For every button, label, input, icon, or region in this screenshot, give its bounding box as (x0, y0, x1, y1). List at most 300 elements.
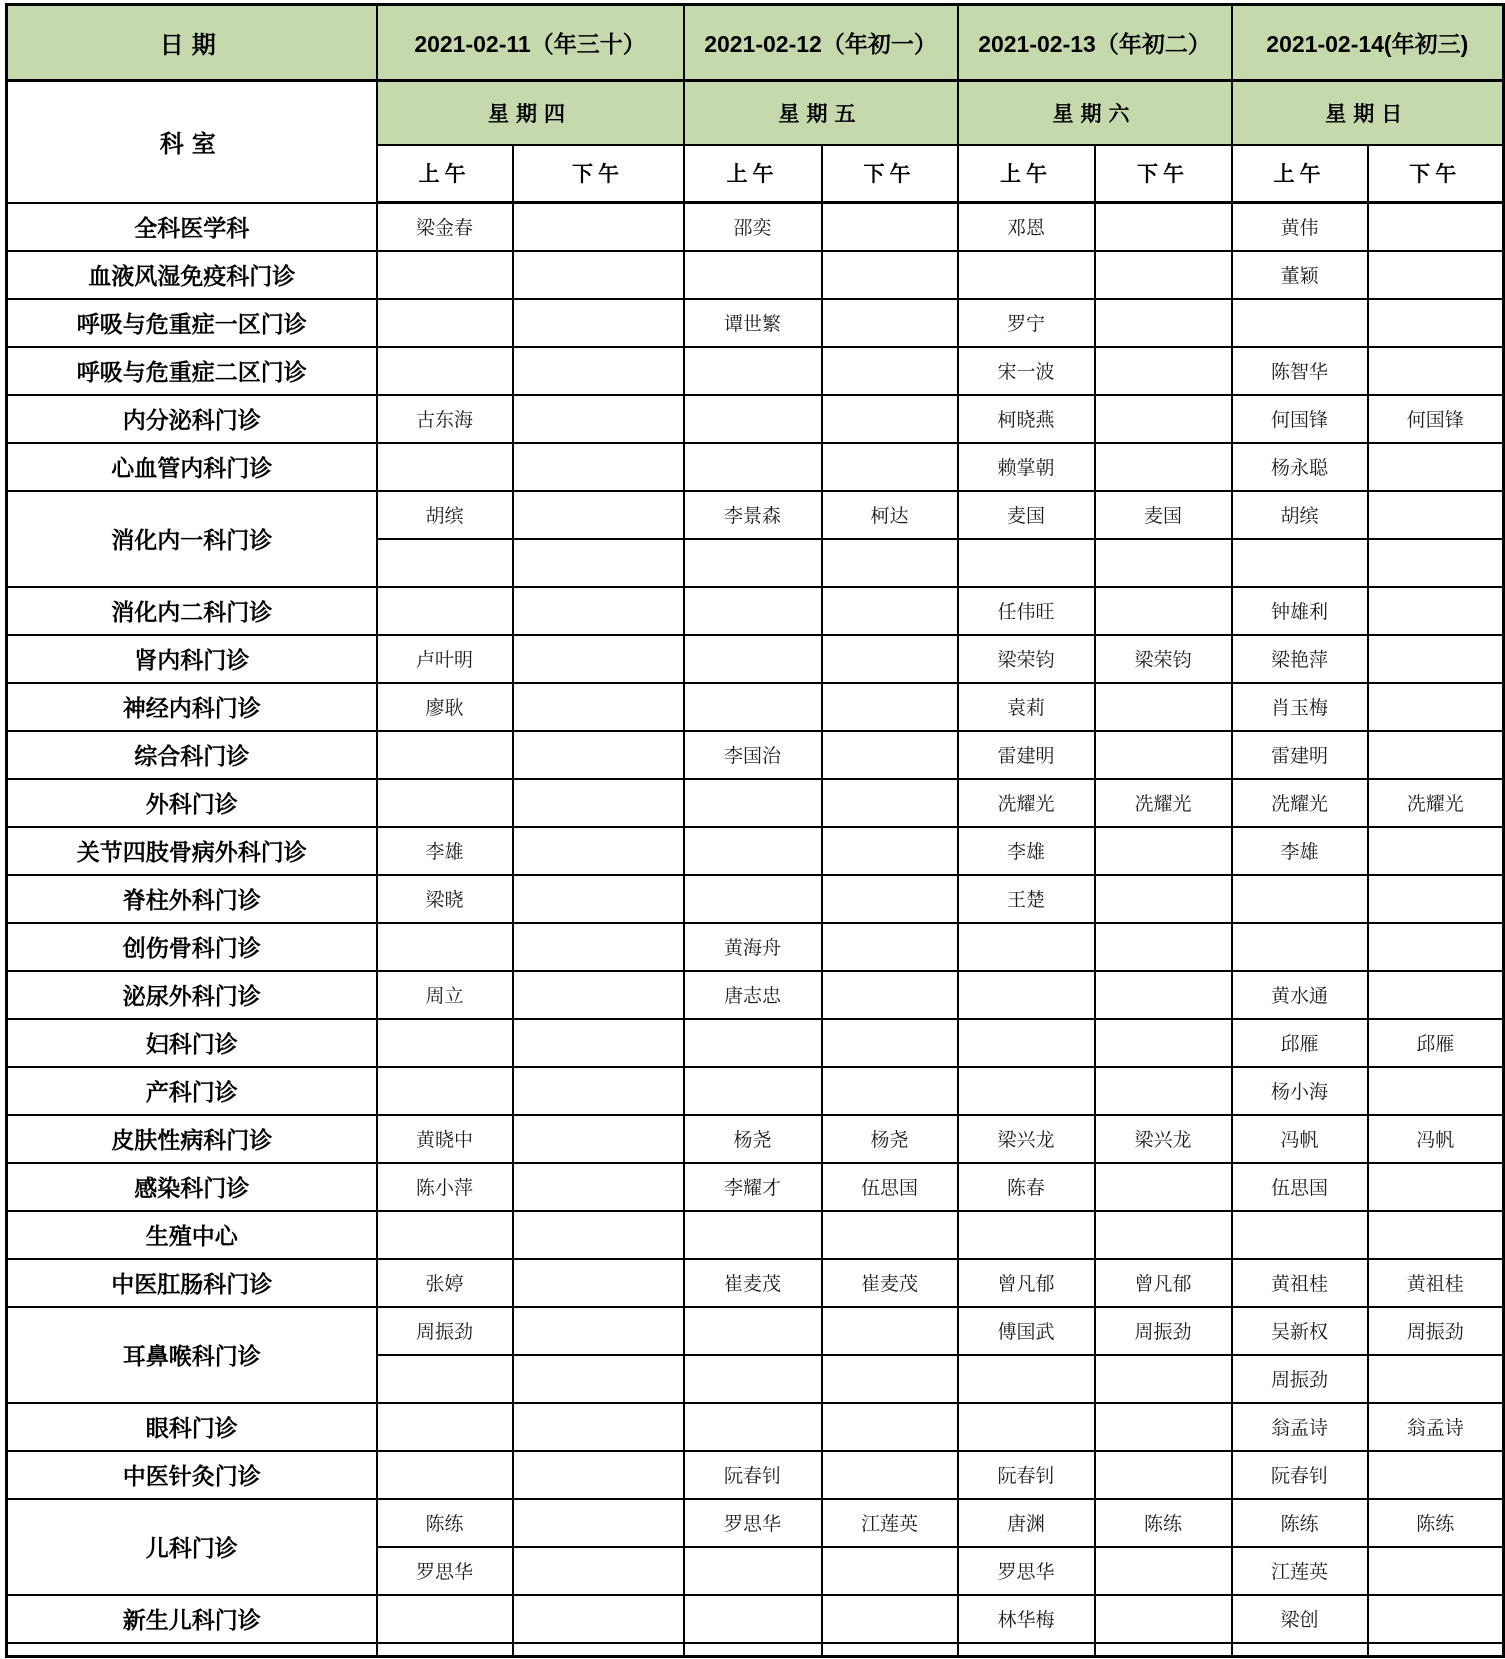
table-row (7, 251, 1504, 299)
table-row (7, 1259, 1504, 1307)
department-cell: 皮肤性病科门诊 (7, 1115, 377, 1163)
schedule-cell (684, 1019, 822, 1067)
schedule-cell (822, 635, 958, 683)
schedule-cell (377, 539, 513, 587)
schedule-cell (377, 443, 513, 491)
table-row (7, 971, 1504, 1019)
department-cell: 中医针灸门诊 (7, 1451, 377, 1499)
schedule-cell: 邵奕 (684, 203, 822, 251)
schedule-cell (1232, 539, 1368, 587)
date-header-day2: 2021-02-12（年初一） (684, 5, 958, 81)
schedule-cell (513, 1019, 684, 1067)
department-cell: 脊柱外科门诊 (7, 875, 377, 923)
schedule-cell (1368, 443, 1504, 491)
schedule-cell (513, 683, 684, 731)
schedule-cell: 梁兴龙 (1095, 1115, 1232, 1163)
date-header-day1: 2021-02-11（年三十） (377, 5, 684, 81)
schedule-cell (684, 1307, 822, 1355)
schedule-cell: 罗宁 (958, 299, 1095, 347)
schedule-cell (822, 1355, 958, 1403)
schedule-cell: 冯帆 (1232, 1115, 1368, 1163)
schedule-cell (1095, 347, 1232, 395)
schedule-cell (822, 1595, 958, 1643)
schedule-cell: 阮春钊 (1232, 1451, 1368, 1499)
schedule-cell: 柯达 (822, 491, 958, 539)
table-row (7, 443, 1504, 491)
date-header-day4: 2021-02-14(年初三) (1232, 5, 1504, 81)
schedule-cell (684, 683, 822, 731)
schedule-cell: 林华梅 (958, 1595, 1095, 1643)
department-cell: 生殖中心 (7, 1211, 377, 1259)
schedule-cell: 梁艳萍 (1232, 635, 1368, 683)
schedule-cell (958, 1355, 1095, 1403)
schedule-cell (513, 875, 684, 923)
schedule-cell: 翁孟诗 (1368, 1403, 1504, 1451)
table-row (7, 203, 1504, 251)
table-row (7, 875, 1504, 923)
department-cell: 外科门诊 (7, 779, 377, 827)
schedule-cell (513, 1451, 684, 1499)
schedule-cell: 宋一波 (958, 347, 1095, 395)
schedule-cell (958, 539, 1095, 587)
schedule-cell (1368, 731, 1504, 779)
schedule-cell (1368, 635, 1504, 683)
schedule-cell: 崔麦茂 (822, 1259, 958, 1307)
schedule-cell (513, 731, 684, 779)
department-cell: 消化内二科门诊 (7, 587, 377, 635)
schedule-cell (822, 347, 958, 395)
schedule-cell: 冼耀光 (1232, 779, 1368, 827)
table-row (7, 299, 1504, 347)
schedule-cell (513, 539, 684, 587)
schedule-cell: 李雄 (1232, 827, 1368, 875)
schedule-cell: 冼耀光 (1095, 779, 1232, 827)
schedule-cell: 曾凡郁 (1095, 1259, 1232, 1307)
schedule-cell: 陈小萍 (377, 1163, 513, 1211)
department-cell: 综合科门诊 (7, 731, 377, 779)
schedule-cell (822, 299, 958, 347)
schedule-cell (1232, 1211, 1368, 1259)
schedule-cell: 陈练 (1368, 1499, 1504, 1547)
schedule-cell: 罗思华 (684, 1499, 822, 1547)
schedule-cell (513, 1115, 684, 1163)
schedule-cell (1368, 1067, 1504, 1115)
schedule-cell: 邓恩 (958, 203, 1095, 251)
schedule-cell: 唐志忠 (684, 971, 822, 1019)
schedule-cell (822, 251, 958, 299)
schedule-cell (684, 1355, 822, 1403)
schedule-cell (1095, 1403, 1232, 1451)
schedule-cell: 廖耿 (377, 683, 513, 731)
department-cell: 泌尿外科门诊 (7, 971, 377, 1019)
weekday-header-row (7, 81, 1504, 145)
schedule-cell: 胡缤 (377, 491, 513, 539)
weekday-header-day3: 星期六 (958, 81, 1232, 145)
schedule-cell: 麦国 (1095, 491, 1232, 539)
table-row (7, 731, 1504, 779)
schedule-cell (1368, 347, 1504, 395)
schedule-cell (684, 827, 822, 875)
schedule-cell: 伍思国 (822, 1163, 958, 1211)
schedule-cell (377, 1451, 513, 1499)
schedule-cell: 邱雁 (1232, 1019, 1368, 1067)
schedule-cell: 梁荣钧 (1095, 635, 1232, 683)
schedule-cell: 吴新权 (1232, 1307, 1368, 1355)
table-row (7, 347, 1504, 395)
schedule-body (7, 203, 1504, 1657)
schedule-cell (958, 923, 1095, 971)
schedule-cell (1095, 683, 1232, 731)
schedule-cell (958, 251, 1095, 299)
schedule-cell (1232, 923, 1368, 971)
schedule-cell (822, 1643, 958, 1657)
schedule-cell: 陈练 (1232, 1499, 1368, 1547)
schedule-cell: 邱雁 (1368, 1019, 1504, 1067)
schedule-cell (1368, 875, 1504, 923)
schedule-cell (513, 1307, 684, 1355)
schedule-cell: 黄海舟 (684, 923, 822, 971)
schedule-cell (822, 731, 958, 779)
schedule-cell: 周振劲 (377, 1307, 513, 1355)
schedule-cell (377, 923, 513, 971)
schedule-cell: 何国锋 (1368, 395, 1504, 443)
table-row (7, 683, 1504, 731)
schedule-cell: 冯帆 (1368, 1115, 1504, 1163)
schedule-cell (513, 1595, 684, 1643)
schedule-cell: 傅国武 (958, 1307, 1095, 1355)
schedule-cell: 江莲英 (822, 1499, 958, 1547)
table-row (7, 1499, 1504, 1547)
schedule-cell (822, 1547, 958, 1595)
schedule-cell: 阮春钊 (958, 1451, 1095, 1499)
schedule-cell (684, 347, 822, 395)
schedule-cell (513, 443, 684, 491)
schedule-cell: 曾凡郁 (958, 1259, 1095, 1307)
schedule-cell (684, 1595, 822, 1643)
schedule-cell: 崔麦茂 (684, 1259, 822, 1307)
table-row (7, 1019, 1504, 1067)
schedule-cell (1368, 827, 1504, 875)
table-row (7, 1115, 1504, 1163)
schedule-cell: 柯晓燕 (958, 395, 1095, 443)
department-cell: 心血管内科门诊 (7, 443, 377, 491)
schedule-cell (1095, 395, 1232, 443)
department-cell: 肾内科门诊 (7, 635, 377, 683)
date-header-row (7, 5, 1504, 81)
schedule-cell (1095, 1547, 1232, 1595)
schedule-cell: 肖玉梅 (1232, 683, 1368, 731)
schedule-cell (1095, 875, 1232, 923)
schedule-cell (513, 635, 684, 683)
schedule-cell: 任伟旺 (958, 587, 1095, 635)
schedule-cell (513, 1355, 684, 1403)
schedule-cell (1368, 539, 1504, 587)
corner-date-label: 日期 (7, 5, 377, 81)
department-cell: 创伤骨科门诊 (7, 923, 377, 971)
schedule-cell (7, 1643, 377, 1657)
schedule-cell (1095, 443, 1232, 491)
schedule-cell (1095, 1355, 1232, 1403)
schedule-cell: 周立 (377, 971, 513, 1019)
schedule-cell (377, 1595, 513, 1643)
schedule-cell (684, 1643, 822, 1657)
schedule-cell: 阮春钊 (684, 1451, 822, 1499)
department-cell: 产科门诊 (7, 1067, 377, 1115)
schedule-cell: 董颖 (1232, 251, 1368, 299)
schedule-cell (958, 1211, 1095, 1259)
department-cell: 消化内一科门诊 (7, 491, 377, 587)
schedule-cell: 陈练 (1095, 1499, 1232, 1547)
table-row (7, 1307, 1504, 1355)
schedule-cell (513, 395, 684, 443)
schedule-cell: 谭世繁 (684, 299, 822, 347)
schedule-cell (822, 1403, 958, 1451)
schedule-cell (1368, 251, 1504, 299)
schedule-cell (513, 1163, 684, 1211)
table-row (7, 923, 1504, 971)
schedule-cell (513, 587, 684, 635)
schedule-cell (684, 875, 822, 923)
schedule-cell (958, 971, 1095, 1019)
schedule-table-container (5, 3, 1505, 1658)
schedule-cell (377, 1355, 513, 1403)
schedule-cell: 杨尧 (684, 1115, 822, 1163)
schedule-cell (822, 587, 958, 635)
schedule-cell: 张婷 (377, 1259, 513, 1307)
schedule-cell (1232, 1643, 1368, 1657)
pm-label-day1: 下午 (513, 145, 684, 203)
schedule-cell (513, 203, 684, 251)
schedule-cell (1095, 1595, 1232, 1643)
schedule-cell (1232, 299, 1368, 347)
schedule-cell (684, 1067, 822, 1115)
schedule-cell (1095, 587, 1232, 635)
weekday-header-day4: 星期日 (1232, 81, 1504, 145)
schedule-cell: 李耀才 (684, 1163, 822, 1211)
schedule-cell: 袁莉 (958, 683, 1095, 731)
schedule-cell (377, 1643, 513, 1657)
schedule-cell (822, 875, 958, 923)
schedule-cell: 杨永聪 (1232, 443, 1368, 491)
schedule-cell (822, 683, 958, 731)
schedule-cell (684, 395, 822, 443)
schedule-cell (377, 299, 513, 347)
corner-dept-label: 科室 (7, 81, 377, 203)
department-cell: 全科医学科 (7, 203, 377, 251)
table-row (7, 1403, 1504, 1451)
schedule-cell (1368, 1643, 1504, 1657)
schedule-cell (377, 779, 513, 827)
schedule-cell: 胡缤 (1232, 491, 1368, 539)
schedule-cell (1368, 683, 1504, 731)
schedule-cell: 黄祖桂 (1368, 1259, 1504, 1307)
schedule-cell: 梁创 (1232, 1595, 1368, 1643)
schedule-cell (1368, 299, 1504, 347)
schedule-cell (1095, 203, 1232, 251)
schedule-cell (377, 251, 513, 299)
schedule-cell (513, 299, 684, 347)
table-row (7, 1595, 1504, 1643)
schedule-cell (513, 827, 684, 875)
weekday-header-day2: 星期五 (684, 81, 958, 145)
schedule-cell (822, 827, 958, 875)
schedule-cell (822, 1067, 958, 1115)
schedule-cell: 周振劲 (1232, 1355, 1368, 1403)
schedule-cell: 李景森 (684, 491, 822, 539)
schedule-cell: 陈春 (958, 1163, 1095, 1211)
schedule-cell (377, 347, 513, 395)
schedule-cell (513, 971, 684, 1019)
schedule-cell (1095, 1451, 1232, 1499)
schedule-table (5, 3, 1505, 1658)
table-row (7, 1211, 1504, 1259)
schedule-cell (684, 251, 822, 299)
table-row (7, 1163, 1504, 1211)
schedule-cell (513, 1499, 684, 1547)
schedule-cell: 赖掌朝 (958, 443, 1095, 491)
schedule-cell (684, 779, 822, 827)
schedule-cell: 黄祖桂 (1232, 1259, 1368, 1307)
schedule-cell (513, 251, 684, 299)
schedule-cell: 黄伟 (1232, 203, 1368, 251)
department-cell: 呼吸与危重症一区门诊 (7, 299, 377, 347)
schedule-cell (822, 779, 958, 827)
schedule-cell: 王楚 (958, 875, 1095, 923)
schedule-cell: 麦国 (958, 491, 1095, 539)
schedule-cell (1095, 1211, 1232, 1259)
department-cell: 新生儿科门诊 (7, 1595, 377, 1643)
schedule-cell: 周振劲 (1368, 1307, 1504, 1355)
table-row (7, 827, 1504, 875)
table-row (7, 635, 1504, 683)
am-label-day1: 上午 (377, 145, 513, 203)
schedule-cell (513, 1547, 684, 1595)
schedule-cell (513, 1067, 684, 1115)
schedule-cell (513, 347, 684, 395)
schedule-cell (822, 1211, 958, 1259)
schedule-cell (377, 1019, 513, 1067)
schedule-cell: 雷建明 (958, 731, 1095, 779)
department-cell: 眼科门诊 (7, 1403, 377, 1451)
schedule-cell (1095, 1019, 1232, 1067)
schedule-cell (1368, 1547, 1504, 1595)
schedule-cell (822, 203, 958, 251)
department-cell: 呼吸与危重症二区门诊 (7, 347, 377, 395)
am-label-day2: 上午 (684, 145, 822, 203)
schedule-cell: 梁晓 (377, 875, 513, 923)
schedule-cell (822, 971, 958, 1019)
schedule-cell (377, 1067, 513, 1115)
schedule-cell (1368, 203, 1504, 251)
table-row (7, 587, 1504, 635)
schedule-cell (1368, 1595, 1504, 1643)
pm-label-day4: 下午 (1368, 145, 1504, 203)
table-row (7, 395, 1504, 443)
schedule-cell (1368, 971, 1504, 1019)
department-cell: 中医肛肠科门诊 (7, 1259, 377, 1307)
schedule-cell: 陈练 (377, 1499, 513, 1547)
schedule-cell (684, 1211, 822, 1259)
schedule-cell (958, 1403, 1095, 1451)
table-row (7, 1067, 1504, 1115)
schedule-cell (1368, 923, 1504, 971)
schedule-cell (684, 539, 822, 587)
schedule-cell: 罗思华 (958, 1547, 1095, 1595)
am-label-day3: 上午 (958, 145, 1095, 203)
schedule-cell (377, 1211, 513, 1259)
schedule-cell (377, 587, 513, 635)
schedule-cell (1095, 251, 1232, 299)
schedule-cell (1095, 1643, 1232, 1657)
schedule-cell (513, 1211, 684, 1259)
schedule-cell (1232, 875, 1368, 923)
schedule-cell (822, 1019, 958, 1067)
schedule-cell: 翁孟诗 (1232, 1403, 1368, 1451)
pm-label-day3: 下午 (1095, 145, 1232, 203)
schedule-cell: 冼耀光 (958, 779, 1095, 827)
schedule-cell: 罗思华 (377, 1547, 513, 1595)
weekday-header-day1: 星期四 (377, 81, 684, 145)
schedule-cell (1368, 587, 1504, 635)
schedule-cell (1368, 491, 1504, 539)
department-cell: 血液风湿免疫科门诊 (7, 251, 377, 299)
department-cell: 感染科门诊 (7, 1163, 377, 1211)
schedule-cell (1095, 1163, 1232, 1211)
schedule-cell (1095, 731, 1232, 779)
schedule-cell: 梁荣钧 (958, 635, 1095, 683)
schedule-cell (684, 443, 822, 491)
schedule-cell: 唐渊 (958, 1499, 1095, 1547)
schedule-cell: 何国锋 (1232, 395, 1368, 443)
department-cell: 关节四肢骨病外科门诊 (7, 827, 377, 875)
schedule-cell (377, 1403, 513, 1451)
schedule-cell (958, 1067, 1095, 1115)
schedule-cell (1368, 1163, 1504, 1211)
table-row (7, 1451, 1504, 1499)
table-row (7, 491, 1504, 539)
schedule-cell (1095, 539, 1232, 587)
schedule-cell (1095, 971, 1232, 1019)
schedule-cell: 李国治 (684, 731, 822, 779)
department-cell: 神经内科门诊 (7, 683, 377, 731)
schedule-cell: 古东海 (377, 395, 513, 443)
schedule-cell: 伍思国 (1232, 1163, 1368, 1211)
schedule-cell: 黄晓中 (377, 1115, 513, 1163)
schedule-cell: 周振劲 (1095, 1307, 1232, 1355)
schedule-cell: 杨小海 (1232, 1067, 1368, 1115)
schedule-cell (1368, 1451, 1504, 1499)
department-cell: 耳鼻喉科门诊 (7, 1307, 377, 1403)
schedule-cell (513, 923, 684, 971)
schedule-cell: 冼耀光 (1368, 779, 1504, 827)
schedule-cell (513, 1259, 684, 1307)
schedule-cell (1095, 1067, 1232, 1115)
schedule-cell (684, 1403, 822, 1451)
schedule-cell: 李雄 (377, 827, 513, 875)
schedule-cell: 杨尧 (822, 1115, 958, 1163)
schedule-cell (1095, 827, 1232, 875)
schedule-cell (513, 491, 684, 539)
pm-label-day2: 下午 (822, 145, 958, 203)
schedule-cell (684, 635, 822, 683)
schedule-cell (822, 395, 958, 443)
schedule-cell: 江莲英 (1232, 1547, 1368, 1595)
department-cell: 妇科门诊 (7, 1019, 377, 1067)
schedule-cell: 雷建明 (1232, 731, 1368, 779)
schedule-cell (822, 1307, 958, 1355)
schedule-cell (513, 1643, 684, 1657)
schedule-cell (958, 1643, 1095, 1657)
